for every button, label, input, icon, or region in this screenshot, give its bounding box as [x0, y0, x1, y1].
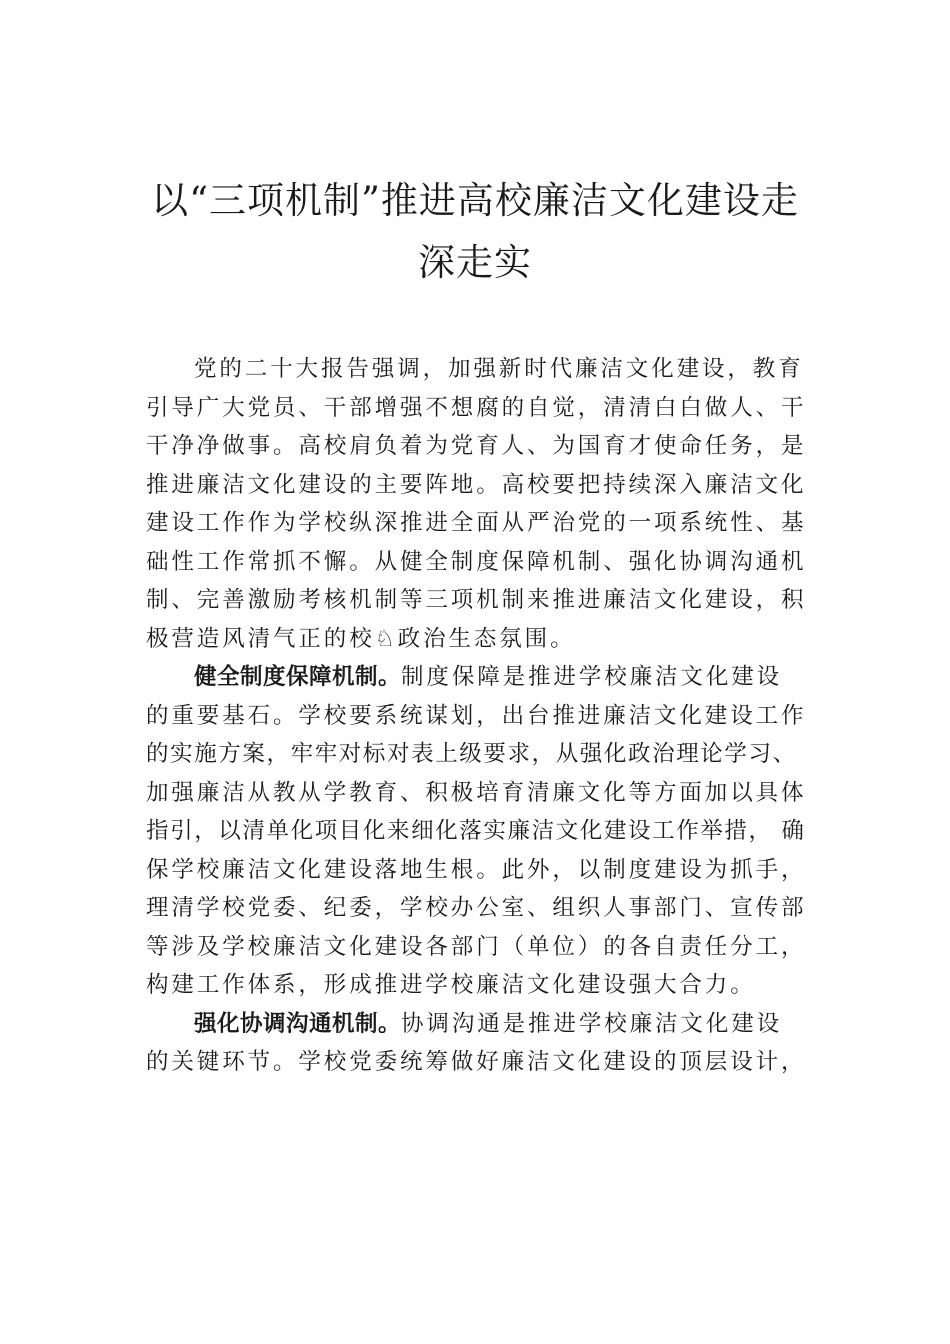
paragraph-1-line: 础性工作常抓不懈。从健全制度保障机制、强化协调沟通机: [146, 548, 807, 575]
title-line-2: 深走实: [418, 241, 532, 284]
paragraph-1-line: 建设工作作为学校纵深推进全面从严治党的一项系统性、基: [146, 510, 807, 536]
paragraph-2-line: 构建工作体系，形成推进学校廉洁文化建设强大合力。: [146, 972, 756, 998]
paragraph-2-first-line: [146, 658, 811, 697]
paragraph-2-line: 等涉及学校廉洁文化建设各部门（单位）的各自责任分工，: [146, 933, 807, 960]
paragraph-2-line: 的实施方案，牢牢对标对表上级要求，从强化政治理论学习、: [146, 741, 797, 767]
paragraph-1-line: 干净净做事。高校肩负着为党育人、为国育才使命任务，是: [146, 433, 807, 459]
paragraph-2-line: 的重要基石。学校要系统谋划，出台推进廉洁文化建设工作: [146, 702, 807, 729]
document-title: [120, 170, 830, 294]
paragraph-3-first-rest: 协调沟通是推进学校廉洁文化建设: [401, 1010, 783, 1037]
paragraph-2-line: 保学校廉洁文化建设落地生根。此外，以制度建设为抓手，: [146, 856, 807, 883]
paragraph-1-line: 极营造风清气正的校♘政治生态氛围。: [146, 625, 576, 652]
paragraph-1-line: 引导广大党员、干部增强不想腐的自觉，清清白白做人、干: [146, 394, 807, 421]
paragraph-2-line: 理清学校党委、纪委，学校办公室、组织人事部门、宣传部: [146, 895, 807, 921]
paragraph-2-first-rest: 制度保障是推进学校廉洁文化建设: [401, 664, 783, 690]
paragraph-3-line: 的关键环节。学校党委统筹做好廉洁文化建设的顶层设计，: [146, 1049, 807, 1075]
title-line-1: 以“三项机制”推进高校廉洁文化建设走: [151, 179, 799, 222]
paragraph-1-line: 制、完善激励考核机制等三项机制来推进廉洁文化建设，积: [146, 587, 807, 613]
section-heading-system-guarantee: 健全制度保障机制。: [194, 664, 402, 690]
paragraph-2-line: 指引，以清单化项目化来细化落实廉洁文化建设工作举措， 确: [146, 818, 806, 844]
paragraph-1-line: 推进廉洁文化建设的主要阵地。高校要把持续深入廉洁文化: [146, 471, 807, 498]
paragraph-1-line: 党的二十大报告强调，加强新时代廉洁文化建设，教育: [194, 356, 804, 382]
section-heading-coordination: 强化协调沟通机制。: [194, 1010, 402, 1037]
paragraph-3-first-line: [146, 1005, 811, 1044]
paragraph-2-line: 加强廉洁从教从学教育、积极培育清廉文化等方面加以具体: [146, 779, 807, 806]
document-body: [146, 350, 811, 1082]
